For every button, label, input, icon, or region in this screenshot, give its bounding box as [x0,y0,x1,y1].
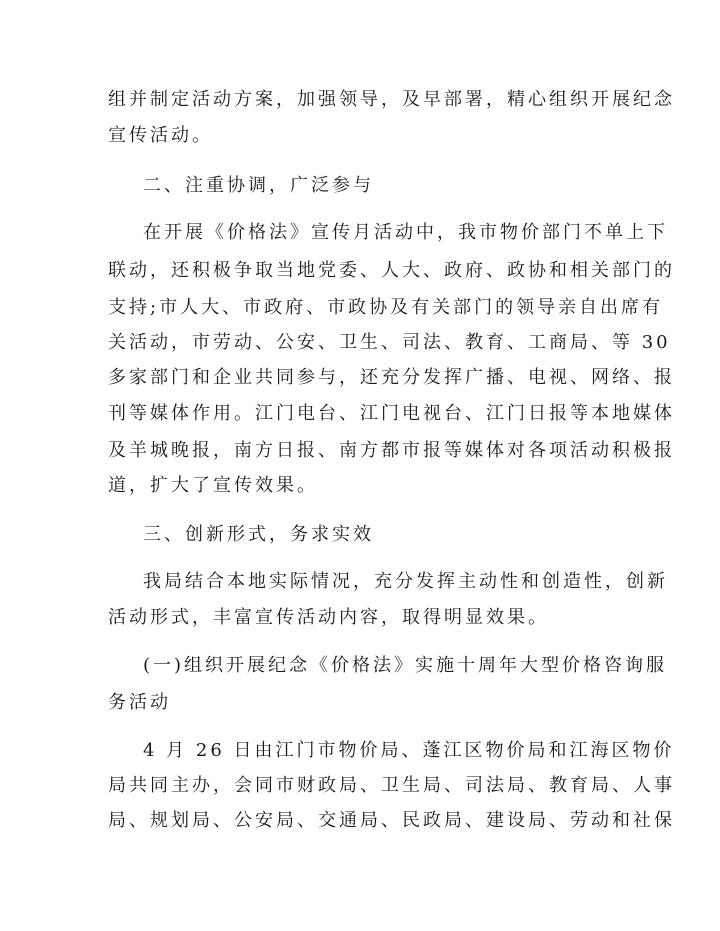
section-heading: 二、注重协调，广泛参与 [143,175,374,196]
paragraph-line: 多家部门和企业共同参与，还充分发挥广播、电视、网络、报 [108,367,675,388]
paragraph-line: 局共同主办，会同市财政局、卫生局、司法局、教育局、人事 [108,775,675,796]
paragraph-line: 关活动，市劳动、公安、卫生、司法、教育、工商局、等 30 [108,332,671,353]
subsection-heading: 务活动 [108,692,171,713]
subsection-heading: (一)组织开展纪念《价格法》实施十周年大型价格咨询服 [143,655,668,676]
paragraph-line: 道，扩大了宣传效果。 [108,475,318,496]
paragraph-line: 组并制定活动方案，加强领导，及早部署，精心组织开展纪念 [108,89,675,110]
paragraph-line: 我局结合本地实际情况，充分发挥主动性和创造性，创新 [143,571,668,592]
paragraph-line: 及羊城晚报，南方日报、南方都市报等媒体对各项活动积极报 [108,440,675,461]
section-heading: 三、创新形式，务求实效 [143,524,374,545]
paragraph-line: 支持;市人大、市政府、市政协及有关部门的领导亲自出席有 [108,297,664,318]
paragraph-line: 在开展《价格法》宣传月活动中，我市物价部门不单上下 [143,222,668,243]
paragraph-line: 刊等媒体作用。江门电台、江门电视台、江门日报等本地媒体 [108,403,675,424]
paragraph-line: 宣传活动。 [108,125,213,146]
paragraph-line: 4 月 26 日由江门市物价局、蓬江区物价局和江海区物价 [143,740,675,761]
paragraph-line: 联动，还积极争取当地党委、人大、政府、政协和相关部门的 [108,260,675,281]
paragraph-line: 局、规划局、公安局、交通局、民政局、建设局、劳动和社保 [108,810,675,831]
paragraph-line: 活动形式，丰富宣传活动内容，取得明显效果。 [108,607,549,628]
